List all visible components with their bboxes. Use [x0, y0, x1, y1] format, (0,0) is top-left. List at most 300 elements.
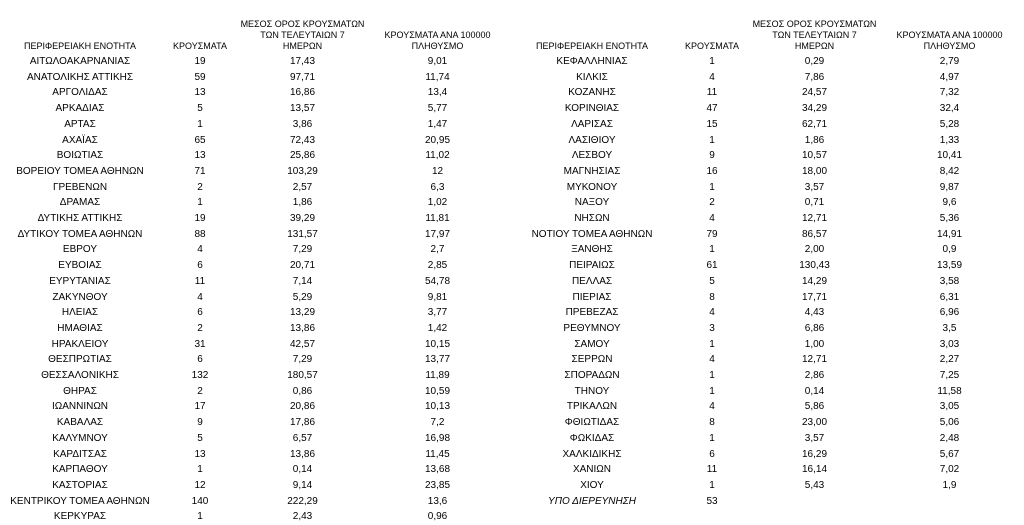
header-cases-text: ΚΡΟΥΣΜΑΤΑ	[685, 41, 739, 51]
cases-value: 6	[197, 260, 203, 272]
cases-value: 16	[706, 165, 718, 177]
avg7-value: 20,71	[289, 260, 316, 272]
avg7-value: 4,43	[804, 307, 825, 319]
per100k-value: 9,87	[939, 181, 960, 193]
cases-value: 17	[194, 401, 206, 413]
cases-value: 1	[709, 244, 715, 256]
cases-value: 5	[197, 432, 203, 444]
region-name: ΘΕΣΣΑΛΟΝΙΚΗΣ	[41, 370, 119, 381]
cases-value: 1	[709, 385, 715, 397]
cases-value: 4	[709, 401, 715, 413]
per100k-value: 10,15	[424, 338, 451, 350]
region-name: ΕΥΒΟΙΑΣ	[58, 260, 102, 272]
per100k-value: 11,81	[425, 213, 450, 224]
region-name: ΒΟΙΩΤΙΑΣ	[56, 150, 104, 162]
avg7-value: 16,29	[801, 448, 828, 460]
region-name: ΚΑΛΥΜΝΟΥ	[52, 432, 108, 444]
cases-value: 19	[194, 213, 206, 224]
cases-value: 59	[194, 71, 206, 83]
table-row	[512, 274, 1024, 290]
cases-value: 1	[197, 464, 203, 476]
region-name: ΦΘΙΩΤΙΔΑΣ	[564, 417, 620, 429]
region-name: ΘΕΣΠΡΩΤΙΑΣ	[48, 354, 112, 366]
region-name: ΔΥΤΙΚΗΣ ΑΤΤΙΚΗΣ	[37, 213, 123, 224]
table-row	[512, 148, 1024, 164]
table-row	[512, 195, 1024, 211]
table-row	[0, 305, 512, 321]
cases-value: 5	[197, 103, 203, 115]
avg7-value: 16,14	[801, 464, 828, 476]
per100k-value: 0,96	[427, 511, 448, 523]
cases-value: 8	[709, 417, 715, 429]
region-name: ΝΑΞΟΥ	[574, 197, 610, 209]
avg7-value: 13,86	[289, 322, 316, 334]
avg7-value: 13,57	[289, 103, 316, 115]
avg7-value: 17,86	[289, 417, 316, 429]
table-row	[512, 431, 1024, 447]
region-name: ΤΗΝΟΥ	[574, 385, 610, 397]
header-region	[512, 0, 672, 52]
per100k-value: 10,41	[936, 150, 963, 162]
region-name: ΔΡΑΜΑΣ	[59, 197, 101, 209]
region-name: ΕΒΡΟΥ	[62, 244, 98, 256]
per100k-value: 3,77	[427, 307, 448, 319]
cases-value: 13	[194, 87, 206, 99]
per100k-value: 7,2	[430, 417, 445, 429]
cases-value: 2	[197, 322, 203, 334]
table-row	[512, 415, 1024, 431]
cases-value: 140	[191, 495, 209, 507]
per100k-value: 11,02	[425, 150, 450, 162]
per100k-value: 14,91	[936, 228, 963, 240]
region-name: ΣΠΟΡΑΔΩΝ	[564, 370, 620, 381]
table-row	[0, 384, 512, 400]
per100k-value: 7,25	[939, 370, 960, 381]
region-name: ΚΑΒΑΛΑΣ	[56, 417, 104, 429]
avg7-value: 7,29	[292, 244, 313, 256]
region-name: ΚΙΛΚΙΣ	[576, 71, 608, 83]
table-row	[512, 227, 1024, 243]
cases-value: 6	[197, 307, 203, 319]
cases-value: 1	[197, 197, 203, 209]
table-row	[0, 195, 512, 211]
cases-value: 1	[709, 181, 715, 193]
per100k-value: 7,32	[939, 87, 960, 99]
avg7-value: 1,86	[804, 134, 825, 146]
header-region-text: ΠΕΡΙΦΕΡΕΙΑΚΗ ΕΝΟΤΗΤΑ	[23, 41, 137, 51]
table-row	[0, 274, 512, 290]
table-row	[512, 133, 1024, 149]
header-avg7	[240, 0, 365, 52]
per100k-value: 17,97	[424, 228, 451, 240]
header-avg7-text: ΜΕΣΟΣ ΟΡΟΣ ΚΡΟΥΣΜΑΤΩΝ ΤΩΝ ΤΕΛΕΥΤΑΙΩΝ 7 ΗΜΕΡΩΝ	[752, 19, 877, 51]
per100k-value: 3,03	[939, 338, 960, 350]
table-row	[512, 101, 1024, 117]
region-name: ΛΕΣΒΟΥ	[571, 150, 613, 162]
avg7-value: 17,71	[801, 291, 828, 303]
region-name: ΑΡΚΑΔΙΑΣ	[55, 103, 105, 115]
header-per100k-text: ΚΡΟΥΣΜΑΤΑ ΑΝΑ 100000 ΠΛΗΘΥΣΜΟ	[384, 30, 491, 51]
per100k-value: 20,95	[424, 134, 451, 146]
avg7-value: 20,86	[289, 401, 316, 413]
per100k-value: 23,85	[424, 479, 451, 491]
cases-value: 13	[194, 448, 206, 460]
table-row	[0, 352, 512, 368]
region-name: ΙΩΑΝΝΙΝΩΝ	[51, 401, 109, 413]
per100k-value: 5,67	[939, 448, 960, 460]
avg7-value: 5,29	[292, 291, 313, 303]
avg7-value: 13,86	[289, 448, 316, 460]
region-name: ΦΩΚΙΔΑΣ	[569, 432, 615, 444]
cases-value: 4	[709, 213, 715, 224]
per100k-value: 11,74	[425, 71, 450, 83]
avg7-value: 86,57	[801, 228, 828, 240]
per100k-value: 6,96	[939, 307, 960, 319]
avg7-value: 16,86	[289, 87, 316, 99]
table-row	[0, 478, 512, 494]
table-row	[0, 368, 512, 384]
per100k-value: 11,45	[425, 448, 450, 460]
avg7-value: 1,00	[804, 338, 825, 350]
per100k-value: 5,36	[939, 213, 960, 224]
header-per100k-text: ΚΡΟΥΣΜΑΤΑ ΑΝΑ 100000 ΠΛΗΘΥΣΜΟ	[896, 30, 1003, 51]
region-name: ΓΡΕΒΕΝΩΝ	[52, 181, 108, 193]
cases-value: 1	[709, 370, 715, 381]
avg7-value: 130,43	[799, 260, 830, 272]
avg7-value: 10,57	[801, 150, 828, 162]
per100k-value: 1,9	[942, 479, 957, 491]
avg7-value: 222,29	[287, 495, 318, 507]
cases-value: 9	[197, 417, 203, 429]
per100k-value: 9,6	[942, 197, 957, 209]
table-row	[512, 321, 1024, 337]
table-row	[0, 101, 512, 117]
table-row	[512, 494, 1024, 510]
avg7-value: 39,29	[289, 213, 316, 224]
table-row	[512, 164, 1024, 180]
table-row	[512, 352, 1024, 368]
region-name: ΧΑΝΙΩΝ	[572, 464, 612, 476]
table-row	[0, 70, 512, 86]
avg7-value: 3,57	[804, 432, 825, 444]
header-region-text: ΠΕΡΙΦΕΡΕΙΑΚΗ ΕΝΟΤΗΤΑ	[535, 41, 649, 51]
avg7-value: 180,57	[287, 370, 318, 381]
per100k-value: 54,78	[424, 275, 451, 287]
region-name: ΑΙΤΩΛΟΑΚΑΡΝΑΝΙΑΣ	[29, 56, 131, 67]
avg7-value: 9,14	[292, 479, 313, 491]
region-name: ΗΜΑΘΙΑΣ	[57, 322, 103, 334]
per100k-value: 2,27	[939, 354, 960, 366]
region-name: ΛΑΣΙΘΙΟΥ	[568, 134, 616, 146]
avg7-value: 34,29	[801, 103, 828, 115]
cases-value: 2	[197, 181, 203, 193]
region-name: ΑΡΓΟΛΙΔΑΣ	[52, 87, 108, 99]
per100k-value: 6,31	[939, 291, 960, 303]
region-name: ΑΡΤΑΣ	[64, 118, 96, 130]
header-avg7	[752, 0, 877, 52]
table-row	[0, 258, 512, 274]
region-name: ΠΙΕΡΙΑΣ	[572, 291, 612, 303]
table-row	[0, 133, 512, 149]
avg7-value: 6,57	[292, 432, 313, 444]
region-name: ΕΥΡΥΤΑΝΙΑΣ	[49, 275, 111, 287]
region-name: ΚΟΡΙΝΘΙΑΣ	[564, 103, 620, 115]
per100k-value: 0,9	[942, 244, 957, 256]
table-row	[0, 164, 512, 180]
per100k-value: 16,98	[424, 432, 451, 444]
region-name: ΣΕΡΡΩΝ	[571, 354, 613, 366]
per100k-value: 7,02	[939, 464, 960, 476]
per100k-value: 1,33	[939, 134, 960, 146]
region-name: ΚΑΣΤΟΡΙΑΣ	[52, 479, 108, 491]
table-row	[512, 290, 1024, 306]
cases-value: 65	[194, 134, 206, 146]
per100k-value: 32,4	[939, 103, 960, 115]
avg7-value: 24,57	[801, 87, 828, 99]
table-row	[0, 85, 512, 101]
avg7-value: 1,86	[292, 197, 313, 209]
cases-value: 11	[706, 87, 718, 99]
per100k-value: 2,7	[430, 244, 445, 256]
per100k-value: 3,5	[942, 322, 957, 334]
region-name: ΧΙΟΥ	[580, 479, 604, 491]
header-region	[0, 0, 160, 52]
table-row	[512, 180, 1024, 196]
region-name: ΑΝΑΤΟΛΙΚΗΣ ΑΤΤΙΚΗΣ	[26, 71, 134, 83]
cases-value: 1	[709, 56, 715, 67]
cases-value: 53	[706, 495, 718, 507]
cases-value: 19	[194, 56, 206, 67]
per100k-value: 2,48	[939, 432, 960, 444]
cases-value: 12	[194, 479, 206, 491]
table-row	[512, 478, 1024, 494]
table-row	[512, 384, 1024, 400]
table-row	[0, 494, 512, 510]
cases-value: 88	[194, 228, 206, 240]
cases-value: 5	[709, 275, 715, 287]
cases-value: 1	[709, 134, 715, 146]
header-per100k	[877, 0, 1022, 52]
per100k-value: 13,6	[427, 495, 448, 507]
avg7-value: 0,14	[292, 464, 313, 476]
avg7-value: 72,43	[289, 134, 316, 146]
region-name: ΡΕΘΥΜΝΟΥ	[563, 322, 621, 334]
avg7-value: 5,43	[804, 479, 825, 491]
cases-value: 1	[709, 479, 715, 491]
avg7-value: 13,29	[289, 307, 316, 319]
region-name: ΠΕΛΛΑΣ	[571, 275, 613, 287]
per100k-value: 6,3	[430, 181, 445, 193]
per100k-value: 11,58	[937, 385, 962, 397]
region-name: ΜΥΚΟΝΟΥ	[566, 181, 618, 193]
table-row	[512, 54, 1024, 70]
header-per100k	[365, 0, 510, 52]
cases-value: 47	[706, 103, 718, 115]
cases-value: 6	[197, 354, 203, 366]
avg7-value: 14,29	[801, 275, 828, 287]
region-name: ΗΛΕΙΑΣ	[61, 307, 99, 319]
region-name: ΘΗΡΑΣ	[63, 385, 97, 397]
per100k-value: 13,68	[424, 464, 451, 476]
cases-value: 4	[709, 354, 715, 366]
cases-value: 4	[709, 307, 715, 319]
table-row	[512, 85, 1024, 101]
region-name: ΚΑΡΔΙΤΣΑΣ	[53, 448, 107, 460]
region-name: ΚΕΝΤΡΙΚΟΥ ΤΟΜΕΑ ΑΘΗΝΩΝ	[10, 495, 150, 507]
table-row	[512, 462, 1024, 478]
cases-value: 2	[197, 385, 203, 397]
table-row	[0, 148, 512, 164]
region-name: ΚΟΖΑΝΗΣ	[568, 87, 616, 99]
table-row	[0, 321, 512, 337]
region-name: ΠΡΕΒΕΖΑΣ	[565, 307, 619, 319]
avg7-value: 103,29	[287, 165, 318, 177]
region-name: ΗΡΑΚΛΕΙΟΥ	[51, 338, 109, 350]
table-row	[512, 70, 1024, 86]
table-row	[0, 337, 512, 353]
per100k-value: 8,42	[939, 165, 960, 177]
table-row	[0, 180, 512, 196]
table-row	[0, 117, 512, 133]
per100k-value: 1,47	[427, 118, 448, 130]
table-row	[512, 368, 1024, 384]
cases-value: 15	[706, 118, 718, 130]
table-row	[512, 447, 1024, 463]
avg7-value: 2,43	[292, 511, 313, 523]
table-row	[0, 211, 512, 227]
header-cases	[672, 0, 752, 52]
table-row	[0, 227, 512, 243]
cases-value: 1	[197, 118, 203, 130]
per100k-value: 5,06	[939, 417, 960, 429]
region-name: ΥΠΟ ΔΙΕΡΕΥΝΗΣΗ	[548, 495, 636, 507]
per100k-value: 9,01	[427, 56, 448, 67]
avg7-value: 3,57	[804, 181, 825, 193]
cases-value: 4	[197, 244, 203, 256]
avg7-value: 62,71	[801, 118, 828, 130]
avg7-value: 17,43	[289, 56, 316, 67]
region-name: ΝΟΤΙΟΥ ΤΟΜΕΑ ΑΘΗΝΩΝ	[531, 228, 653, 240]
cases-value: 11	[194, 275, 206, 287]
region-name: ΧΑΛΚΙΔΙΚΗΣ	[562, 448, 622, 460]
table-row	[512, 117, 1024, 133]
region-name: ΖΑΚΥΝΘΟΥ	[52, 291, 108, 303]
avg7-value: 0,14	[804, 385, 825, 397]
cases-value: 4	[197, 291, 203, 303]
table-row	[0, 462, 512, 478]
table-row	[0, 447, 512, 463]
region-name: ΠΕΙΡΑΙΩΣ	[569, 260, 615, 272]
table-row	[0, 290, 512, 306]
avg7-value: 0,71	[804, 197, 825, 209]
table-row	[512, 399, 1024, 415]
table-row	[0, 54, 512, 70]
per100k-value: 4,97	[939, 71, 960, 83]
per100k-value: 2,85	[427, 260, 448, 272]
per100k-value: 11,89	[425, 370, 450, 381]
per100k-value: 5,77	[427, 103, 448, 115]
cases-value: 13	[194, 150, 206, 162]
avg7-value: 2,86	[804, 370, 825, 381]
region-name: ΚΑΡΠΑΘΟΥ	[52, 464, 108, 476]
avg7-value: 25,86	[289, 150, 316, 162]
region-name: ΔΥΤΙΚΟΥ ΤΟΜΕΑ ΑΘΗΝΩΝ	[17, 228, 143, 240]
avg7-value: 3,86	[292, 118, 313, 130]
avg7-value: 5,86	[804, 401, 825, 413]
cases-value: 3	[709, 322, 715, 334]
table-row	[512, 305, 1024, 321]
per100k-value: 2,79	[939, 56, 960, 67]
cases-value: 4	[709, 71, 715, 83]
cases-value: 6	[709, 448, 715, 460]
region-name: ΚΕΡΚΥΡΑΣ	[53, 511, 107, 523]
per100k-value: 3,58	[939, 275, 960, 287]
per100k-value: 13,59	[936, 260, 963, 272]
avg7-value: 7,14	[292, 275, 313, 287]
table-row	[0, 509, 512, 525]
avg7-value: 0,86	[292, 385, 313, 397]
cases-value: 11	[706, 464, 718, 476]
avg7-value: 42,57	[289, 338, 316, 350]
cases-value: 1	[709, 338, 715, 350]
cases-value: 2	[709, 197, 715, 209]
region-name: ΤΡΙΚΑΛΩΝ	[566, 401, 618, 413]
per100k-value: 1,42	[427, 322, 448, 334]
per100k-value: 9,81	[427, 291, 448, 303]
avg7-value: 0,29	[804, 56, 825, 67]
avg7-value: 2,00	[804, 244, 825, 256]
header-cases-text: ΚΡΟΥΣΜΑΤΑ	[173, 41, 227, 51]
avg7-value: 12,71	[801, 213, 828, 224]
per100k-value: 10,13	[424, 401, 451, 413]
avg7-value: 7,86	[804, 71, 825, 83]
region-name: ΜΑΓΝΗΣΙΑΣ	[563, 165, 621, 177]
table-row	[0, 242, 512, 258]
per100k-value: 12	[431, 165, 444, 177]
cases-value: 9	[709, 150, 715, 162]
table-row	[512, 258, 1024, 274]
cases-value: 79	[706, 228, 718, 240]
cases-value: 132	[191, 370, 209, 381]
per100k-value: 13,77	[424, 354, 451, 366]
avg7-value: 18,00	[801, 165, 828, 177]
region-name: ΑΧΑΪΑΣ	[62, 134, 98, 146]
region-name: ΞΑΝΘΗΣ	[571, 244, 613, 256]
avg7-value: 6,86	[804, 322, 825, 334]
region-name: ΣΑΜΟΥ	[574, 338, 610, 350]
table-row	[512, 337, 1024, 353]
region-name: ΛΑΡΙΣΑΣ	[571, 118, 613, 130]
avg7-value: 12,71	[801, 354, 828, 366]
table-row	[0, 431, 512, 447]
avg7-value: 7,29	[292, 354, 313, 366]
cases-value: 8	[709, 291, 715, 303]
per100k-value: 13,4	[427, 87, 448, 99]
table-row	[0, 415, 512, 431]
avg7-value: 131,57	[287, 228, 318, 240]
cases-value: 1	[709, 432, 715, 444]
cases-value: 31	[194, 338, 206, 350]
region-name: ΝΗΣΩΝ	[574, 213, 610, 224]
header-avg7-text: ΜΕΣΟΣ ΟΡΟΣ ΚΡΟΥΣΜΑΤΩΝ ΤΩΝ ΤΕΛΕΥΤΑΙΩΝ 7 ΗΜΕΡΩΝ	[240, 19, 365, 51]
per100k-value: 10,59	[424, 385, 451, 397]
table-row	[512, 211, 1024, 227]
cases-value: 1	[197, 511, 203, 523]
header-cases	[160, 0, 240, 52]
table-row	[512, 242, 1024, 258]
region-name: ΒΟΡΕΙΟΥ ΤΟΜΕΑ ΑΘΗΝΩΝ	[16, 165, 144, 177]
per100k-value: 1,02	[427, 197, 448, 209]
